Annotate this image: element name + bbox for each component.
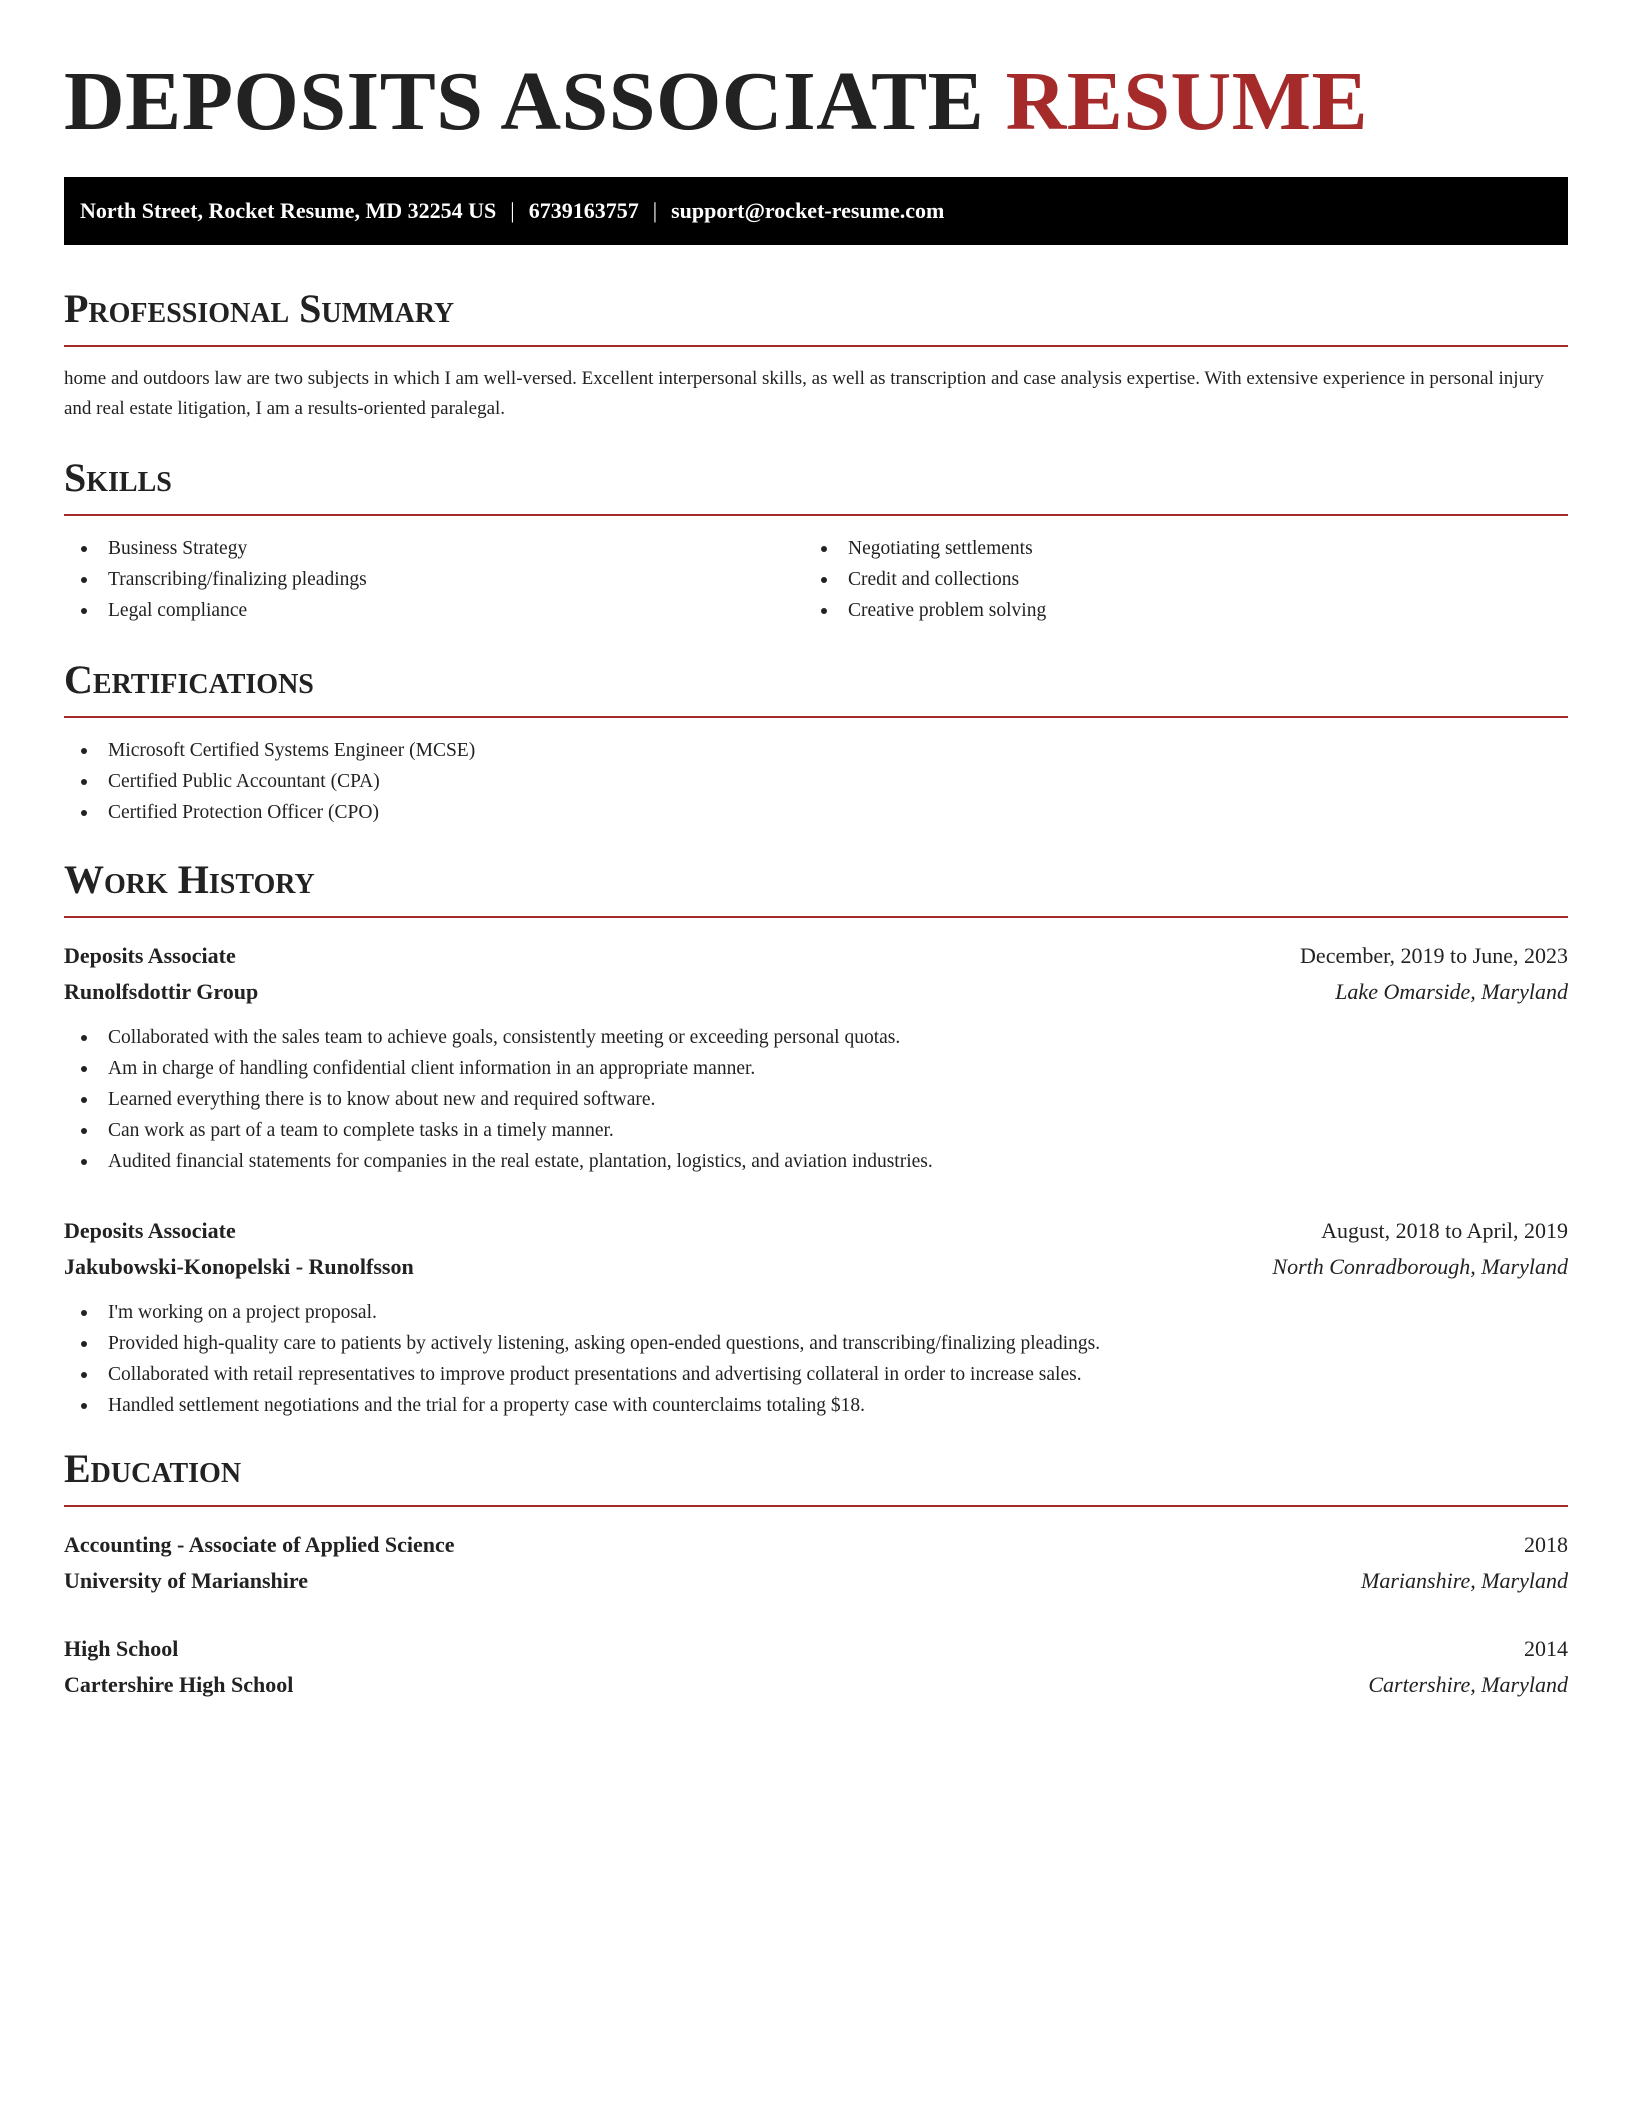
education-entry [64,1527,1568,1599]
job-duty-item: I'm working on a project proposal. [64,1297,1568,1328]
job-duty-item: Collaborated with retail representatives to improve product presentations and advertising collateral in order to increase sales. [64,1359,1568,1390]
education-degree: Accounting - Associate of Applied Science [64,1532,455,1557]
skills-grid [64,533,1568,626]
job-duty-item: Can work as part of a team to complete tasks in a timely manner. [64,1115,1568,1146]
certification-item: Certified Public Accountant (CPA) [64,766,1568,797]
job-company-row [64,974,1568,1010]
job-duty-item: Provided high-quality care to patients by actively listening, asking open-ended questions, and transcribing/finalizing pleadings. [64,1328,1568,1359]
contact-address: North Street, Rocket Resume, MD 32254 US [80,198,497,223]
certification-item: Certified Protection Officer (CPO) [64,797,1568,828]
summary-section [64,283,1568,424]
job-dates: December, 2019 to June, 2023 [1300,943,1568,968]
skill-item: Credit and collections [804,564,1544,595]
title-accent: RESUME [1005,55,1369,148]
job-company: Runolfsdottir Group [64,979,259,1004]
skills-list-left [64,533,804,626]
education-school: Cartershire High School [64,1672,294,1697]
job-dates: August, 2018 to April, 2019 [1321,1218,1568,1243]
skills-section [64,452,1568,626]
job-duty-item: Learned everything there is to know about new and required software. [64,1084,1568,1115]
job-title: Deposits Associate [64,943,236,968]
resume-title [64,52,1568,152]
section-divider [64,716,1568,718]
education-school: University of Marianshire [64,1568,309,1593]
section-heading-work-history: Work History [64,857,315,902]
job-header-row [64,1213,1568,1249]
skill-item: Creative problem solving [804,595,1544,626]
work-history-section [64,854,1568,1421]
certifications-list [64,735,1568,828]
section-divider [64,345,1568,347]
job-duty-item: Collaborated with the sales team to achieve goals, consistently meeting or exceeding personal quotas. [64,1022,1568,1053]
job-location: Lake Omarside, Maryland [1335,979,1568,1004]
job-location: North Conradborough, Maryland [1272,1254,1568,1279]
education-degree-row [64,1527,1568,1563]
education-degree-row [64,1631,1568,1667]
section-divider [64,916,1568,918]
job-company: Jakubowski-Konopelski - Runolfsson [64,1254,414,1279]
contact-email: support@rocket-resume.com [671,198,945,223]
education-location: Marianshire, Maryland [1361,1568,1568,1593]
title-main: DEPOSITS ASSOCIATE [64,55,985,148]
education-location: Cartershire, Maryland [1368,1672,1568,1697]
skills-list-right [804,533,1544,626]
education-school-row [64,1667,1568,1703]
education-school-row [64,1563,1568,1599]
section-heading-education: Education [64,1446,242,1491]
skill-item: Business Strategy [64,533,804,564]
section-heading-summary: Professional Summary [64,286,455,331]
education-year: 2018 [1524,1532,1568,1557]
certification-item: Microsoft Certified Systems Engineer (MCSE) [64,735,1568,766]
contact-phone: 6739163757 [528,198,639,223]
contact-separator: | [510,198,515,223]
job-header-row [64,938,1568,974]
contact-separator: | [652,198,658,223]
education-section [64,1443,1568,1703]
job-duties-list [64,1022,1568,1177]
certifications-section [64,654,1568,828]
section-divider [64,1505,1568,1507]
education-entry [64,1631,1568,1703]
job-duties-list [64,1297,1568,1421]
job-title: Deposits Associate [64,1218,236,1243]
skill-item: Transcribing/finalizing pleadings [64,564,804,595]
skill-item: Negotiating settlements [804,533,1544,564]
education-degree: High School [64,1636,179,1661]
contact-bar [64,177,1568,245]
section-heading-skills: Skills [64,455,172,500]
education-year: 2014 [1524,1636,1568,1661]
job-duty-item: Handled settlement negotiations and the trial for a property case with counterclaims totaling $18. [64,1390,1568,1421]
job-entry [64,938,1568,1177]
skill-item: Legal compliance [64,595,804,626]
section-divider [64,514,1568,516]
summary-text: home and outdoors law are two subjects in which I am well-versed. Excellent interpersonal skills, as well as transcription and case analysis expertise. With extensive experience in personal injury and real estate litigation, I am a results-oriented paralegal. [64,368,1544,419]
job-company-row [64,1249,1568,1285]
section-heading-certifications: Certifications [64,657,314,702]
job-entry [64,1213,1568,1421]
job-duty-item: Am in charge of handling confidential client information in an appropriate manner. [64,1053,1568,1084]
job-duty-item: Audited financial statements for companies in the real estate, plantation, logistics, and aviation industries. [64,1146,1568,1177]
